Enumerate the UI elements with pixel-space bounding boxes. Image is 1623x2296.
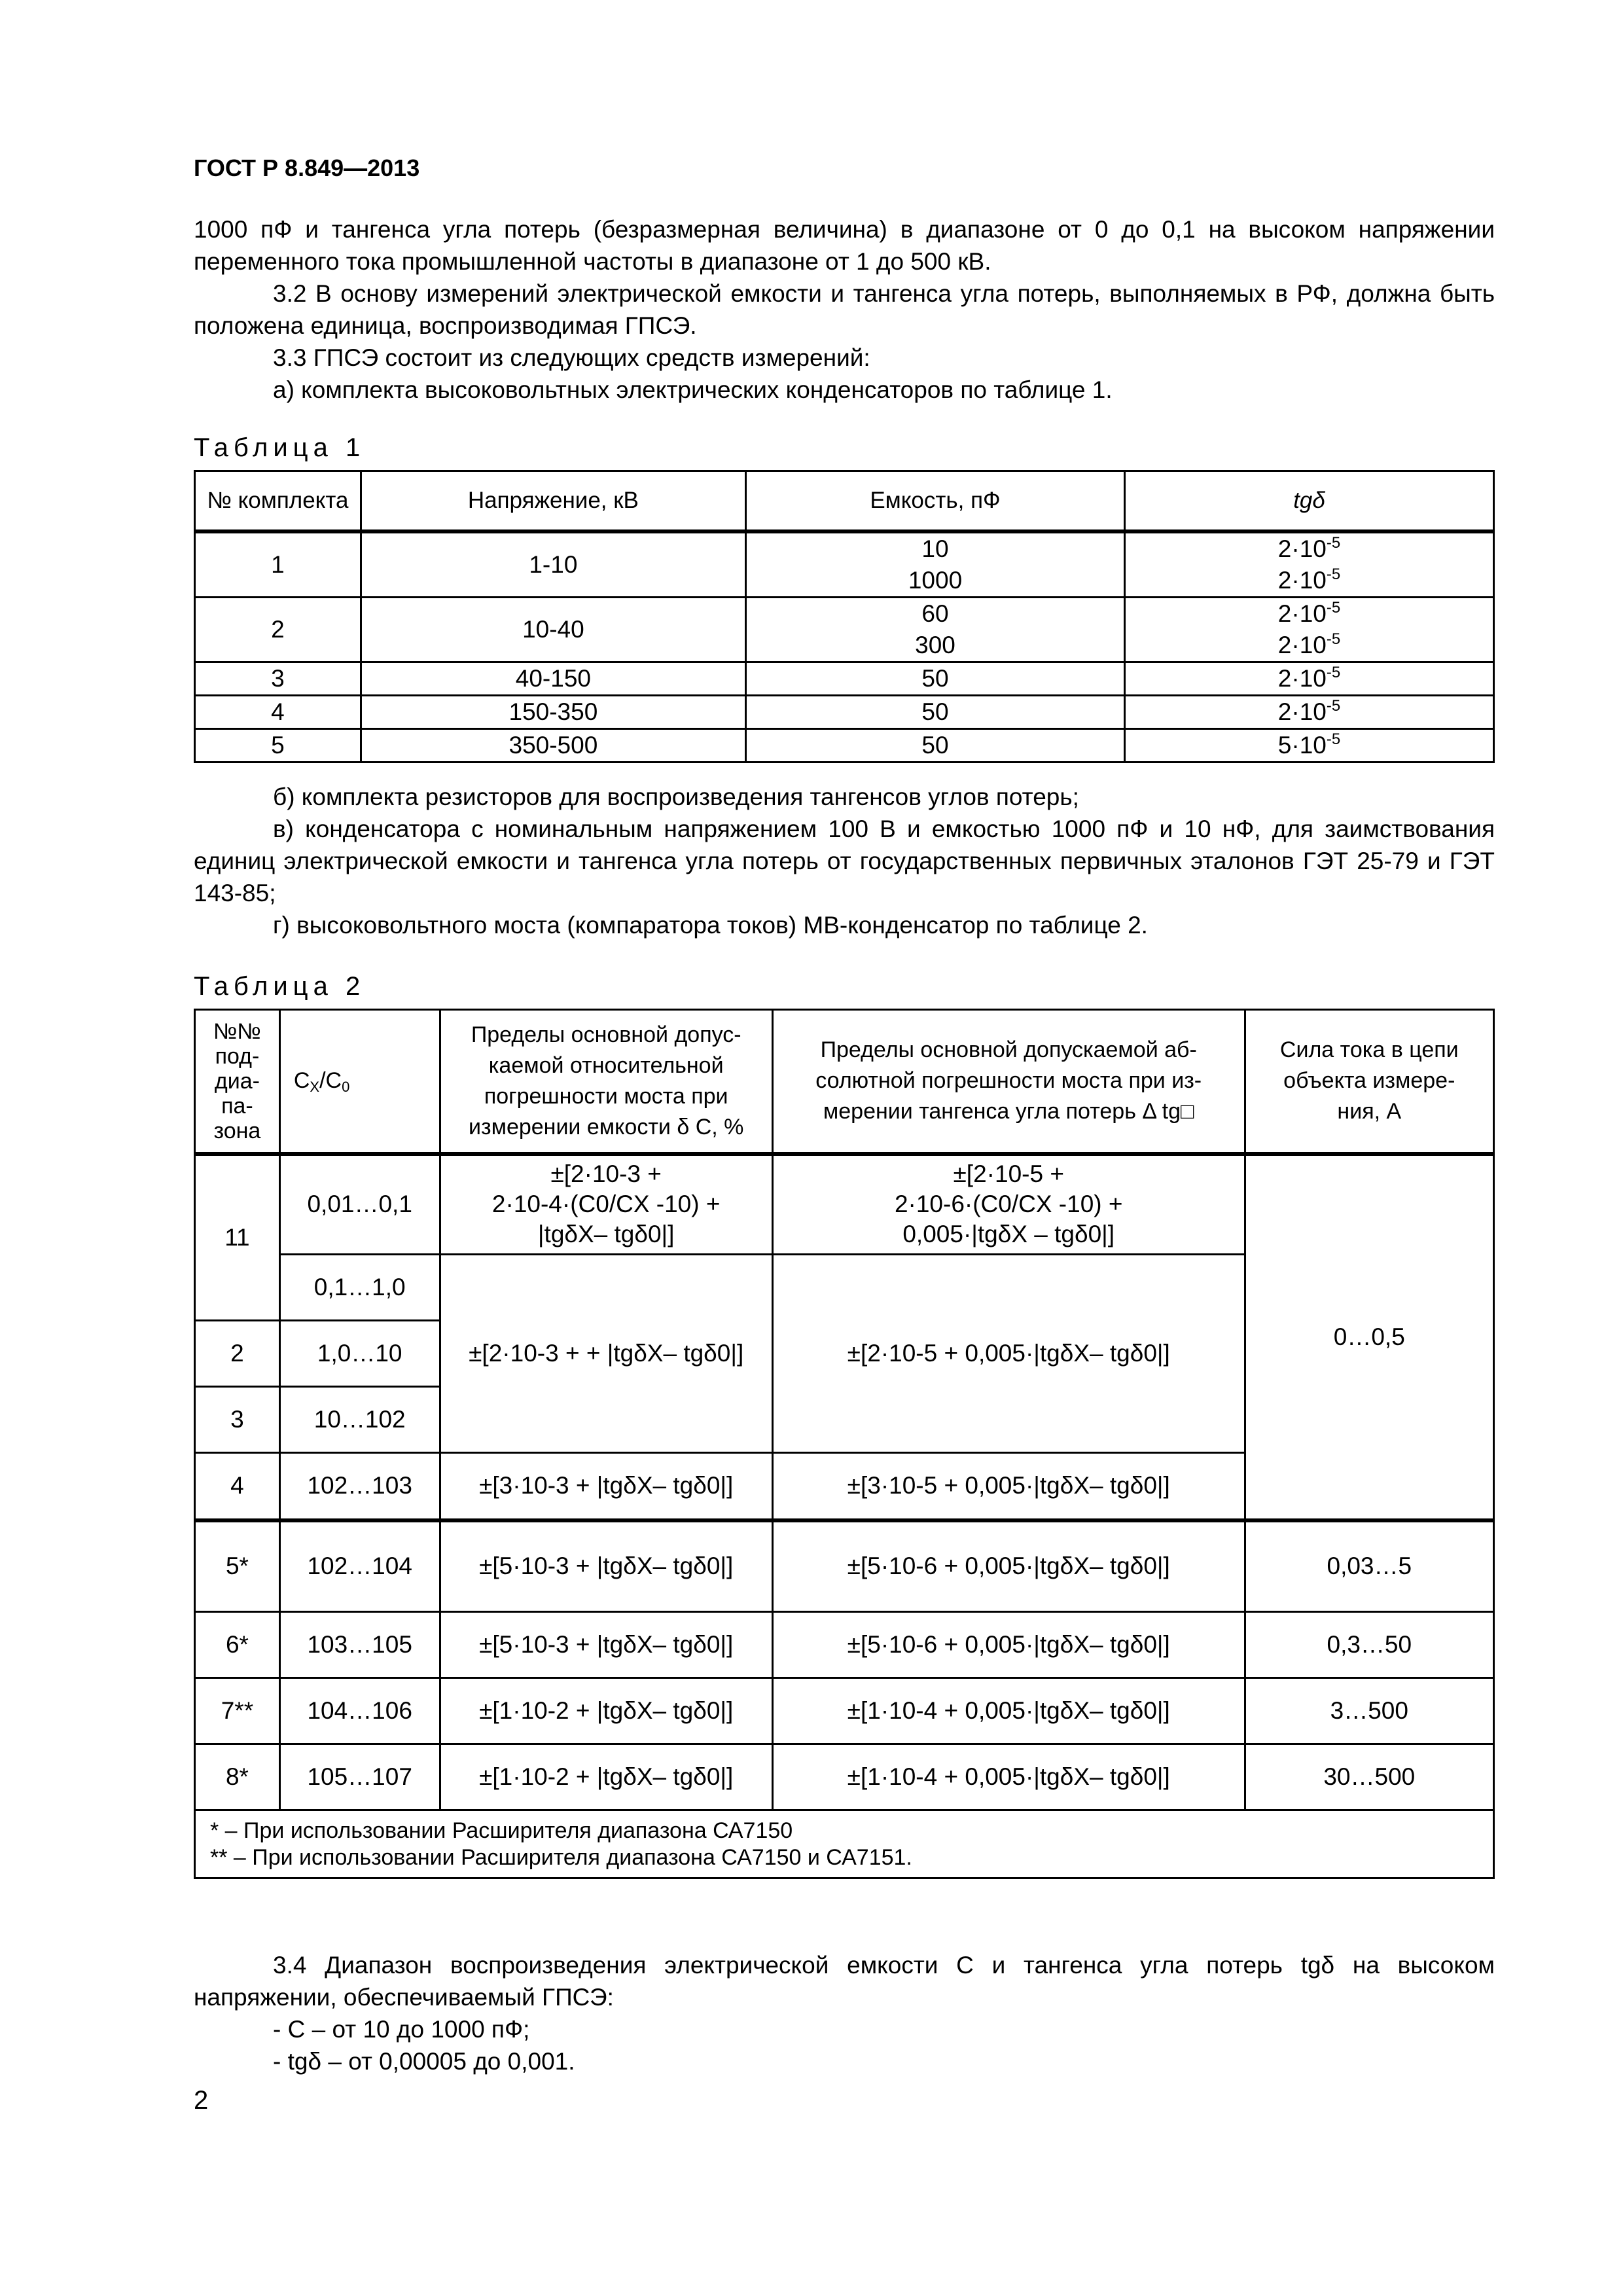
table2-header-current: Сила тока в цепи объекта измере- ния, А — [1245, 1010, 1493, 1154]
table-1 — [194, 470, 1495, 763]
table-row — [195, 1520, 1494, 1612]
table-notes-row — [195, 1810, 1494, 1878]
table-cell: 8* — [195, 1744, 280, 1810]
section-3-4 — [194, 1949, 1495, 2077]
intro-para-2: 3.2 В основу измерений электрической емкости и тангенса угла потерь, выполняемых в РФ, должна быть положена единица, воспроизводимая ГПСЭ. — [194, 280, 1495, 339]
table-note: * – При использовании Расширителя диапазона СА7150 — [210, 1818, 793, 1843]
table-cell: ±[2·10-3 + + |tgδX– tgδ0|] — [440, 1255, 772, 1453]
table-cell: 0,1…1,0 — [279, 1255, 440, 1321]
table-cell: ±[2·10-5 + 0,005·|tgδX– tgδ0|] — [772, 1255, 1245, 1453]
table-cell: 2 — [195, 1321, 280, 1387]
table-cell: 105…107 — [279, 1744, 440, 1810]
table-cell: $2\cdot 10^{-5}$ — [1125, 695, 1494, 728]
table2-header-row — [195, 1010, 1494, 1154]
table-cell: 0,01…0,1 — [279, 1154, 440, 1255]
page-number: 2 — [194, 2086, 209, 2115]
table1-header-voltage: Напряжение, кВ — [361, 471, 745, 531]
section-3-4-para: 3.4 Диапазон воспроизведения электрической емкости C и тангенса угла потерь tgδ на высоком напряжении, обеспечиваемый ГПСЭ: — [194, 1952, 1495, 2011]
table-cell: 11 — [195, 1154, 280, 1321]
table-cell: 50 — [745, 662, 1124, 695]
table-cell: ±[5·10-6 + 0,005·|tgδX– tgδ0|] — [772, 1612, 1245, 1678]
intro-text — [194, 213, 1495, 406]
table-cell: 1-10 — [361, 531, 745, 598]
table-cell: ±[3·10-3 + |tgδX– tgδ0|] — [440, 1453, 772, 1520]
document-header: ГОСТ Р 8.849—2013 — [194, 154, 420, 181]
table-cell: 50 — [745, 728, 1124, 762]
table-cell: 7** — [195, 1678, 280, 1744]
table-cell: 1,0…10 — [279, 1321, 440, 1387]
table-cell: ±[2·10-5 + 2·10-6·(C0/CX -10) + 0,005·|tgδX – tgδ0|] — [772, 1154, 1245, 1255]
table-cell: ±[2·10-3 + 2·10-4·(C0/CX -10) + |tgδX– tgδ0|] — [440, 1154, 772, 1255]
list-item-b: б) комплекта резисторов для воспроизведения тангенсов углов потерь; — [273, 783, 1079, 810]
table-cell: 104…106 — [279, 1678, 440, 1744]
table-cell: $2\cdot 10^{-5}$ — [1125, 662, 1494, 695]
range-item-c: - C – от 10 до 1000 пФ; — [273, 2016, 530, 2043]
table-cell: 0,03…5 — [1245, 1520, 1493, 1612]
table2-header-absolute-error: Пределы основной допускаемой аб- солютной погрешности моста при из- мерении тангенса угла потерь Δ tg□ — [772, 1010, 1245, 1154]
list-item-v: в) конденсатора с номинальным напряжением 100 В и емкостью 1000 пФ и 10 нФ, для заимствования единиц электрической емкости и тангенса угла потерь от государственных первичных эталонов ГЭТ 25-79 и ГЭТ 143-85; — [194, 816, 1495, 906]
table2-header-relative-error: Пределы основной допус- каемой относительной погрешности моста при измерении емкости δ C, % — [440, 1010, 772, 1154]
table1-header-capacity: Емкость, пФ — [745, 471, 1124, 531]
table-cell: 5 — [195, 728, 361, 762]
table-cell: 103…105 — [279, 1612, 440, 1678]
table-row — [195, 1678, 1494, 1744]
table-cell: ±[1·10-2 + |tgδX– tgδ0|] — [440, 1744, 772, 1810]
table-cell: 0…0,5 — [1245, 1154, 1493, 1520]
table-cell: ±[5·10-3 + |tgδX– tgδ0|] — [440, 1520, 772, 1612]
table-cell: $2\cdot 10^{-5}$ $2\cdot 10^{-5}$ — [1125, 531, 1494, 598]
table-cell: 6* — [195, 1612, 280, 1678]
table1-header-tgd: tgδ — [1125, 471, 1494, 531]
table1-caption: Таблица 1 — [194, 433, 366, 462]
table-cell: 3 — [195, 662, 361, 695]
table-row — [195, 1612, 1494, 1678]
table-cell: ±[1·10-2 + |tgδX– tgδ0|] — [440, 1678, 772, 1744]
table-cell: 150-350 — [361, 695, 745, 728]
table-cell: ±[5·10-6 + 0,005·|tgδX– tgδ0|] — [772, 1520, 1245, 1612]
table-cell: 10 1000 — [745, 531, 1124, 598]
table-cell: 102…103 — [279, 1453, 440, 1520]
middle-text — [194, 781, 1495, 941]
table-cell: 40-150 — [361, 662, 745, 695]
table-cell: 10…102 — [279, 1387, 440, 1453]
table1-header-num: № комплекта — [195, 471, 361, 531]
table-cell: ±[1·10-4 + 0,005·|tgδX– tgδ0|] — [772, 1678, 1245, 1744]
table-row — [195, 531, 1494, 598]
table-2 — [194, 1009, 1495, 1879]
table-cell: 5* — [195, 1520, 280, 1612]
table-cell: 0,3…50 — [1245, 1612, 1493, 1678]
table-cell: 50 — [745, 695, 1124, 728]
table-cell: 3 — [195, 1387, 280, 1453]
table-row — [195, 597, 1494, 662]
list-item-g: г) высоковольтного моста (компаратора токов) МВ-конденсатор по таблице 2. — [273, 912, 1148, 939]
table-row — [195, 1154, 1494, 1255]
table-notes — [195, 1810, 1494, 1878]
table2-caption: Таблица 2 — [194, 972, 366, 1001]
table-cell: 2 — [195, 597, 361, 662]
range-item-tg: - tgδ – от 0,00005 до 0,001. — [273, 2048, 575, 2075]
table-cell: 30…500 — [1245, 1744, 1493, 1810]
table1-header-row — [195, 471, 1494, 531]
table-row — [195, 1744, 1494, 1810]
table-cell: ±[5·10-3 + |tgδX– tgδ0|] — [440, 1612, 772, 1678]
intro-para-3: 3.3 ГПСЭ состоит из следующих средств измерений: — [273, 344, 870, 371]
table-cell: 4 — [195, 1453, 280, 1520]
table-cell: 60 300 — [745, 597, 1124, 662]
table-cell: ±[1·10-4 + 0,005·|tgδX– tgδ0|] — [772, 1744, 1245, 1810]
table-cell: 10-40 — [361, 597, 745, 662]
table2-header-ratio: $C_X/C_0$ — [279, 1010, 440, 1154]
table-cell: 350-500 — [361, 728, 745, 762]
table-cell: 3…500 — [1245, 1678, 1493, 1744]
table-cell: ±[3·10-5 + 0,005·|tgδX– tgδ0|] — [772, 1453, 1245, 1520]
table-cell: $2\cdot 10^{-5}$ $2\cdot 10^{-5}$ — [1125, 597, 1494, 662]
table-cell: $5\cdot 10^{-5}$ — [1125, 728, 1494, 762]
table-row — [195, 662, 1494, 695]
table-cell: 102…104 — [279, 1520, 440, 1612]
table2-header-num: №№ под- диа- па- зона — [195, 1010, 280, 1154]
intro-para-1: 1000 пФ и тангенса угла потерь (безразмерная величина) в диапазоне от 0 до 0,1 на высоком напряжении переменного тока промышленной частоты в диапазоне от 1 до 500 кВ. — [194, 216, 1495, 275]
table-cell: 1 — [195, 531, 361, 598]
table-note: ** – При использовании Расширителя диапазона СА7150 и СА7151. — [210, 1844, 912, 1870]
intro-para-4: а) комплекта высоковольтных электрических конденсаторов по таблице 1. — [273, 376, 1113, 403]
table-row — [195, 728, 1494, 762]
table-cell: 4 — [195, 695, 361, 728]
table-row — [195, 695, 1494, 728]
